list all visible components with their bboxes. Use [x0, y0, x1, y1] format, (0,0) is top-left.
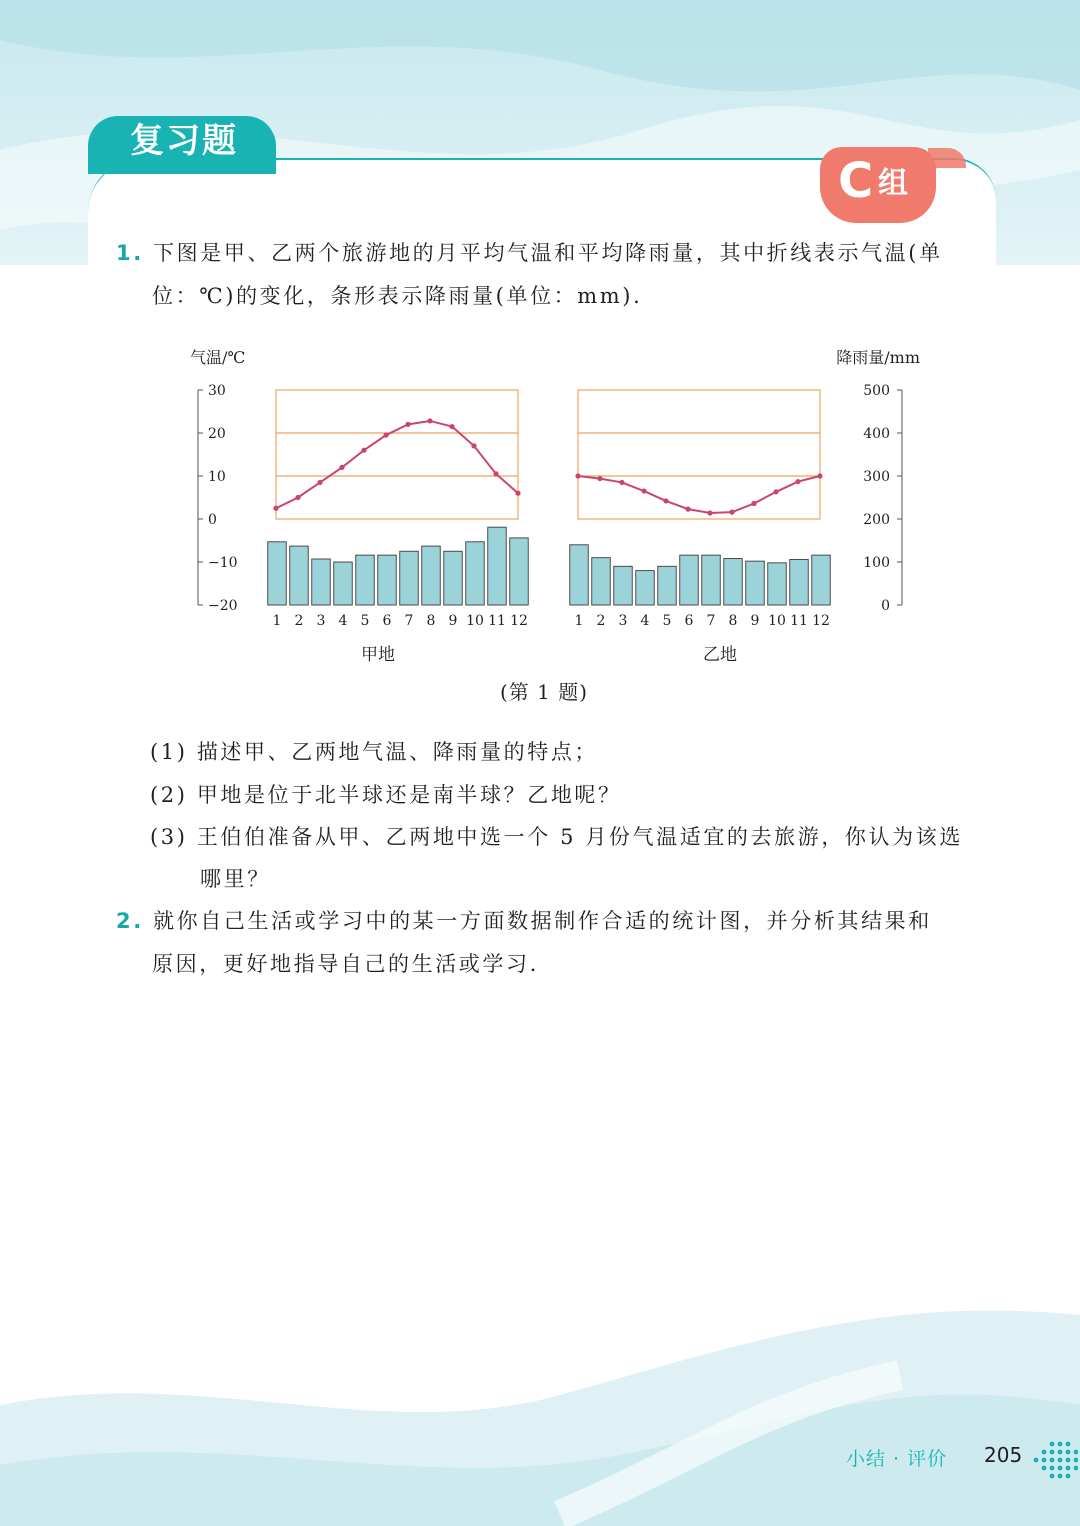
climate-chart: [180, 335, 920, 675]
month-label: 2: [294, 613, 304, 629]
temp-tick-label: −10: [208, 555, 238, 571]
month-label: 7: [706, 613, 716, 629]
rainfall-bar: [378, 555, 396, 605]
month-label: 8: [426, 613, 436, 629]
sub-question-2: (2) 甲地是位于北半球还是南半球？乙地呢？: [150, 783, 622, 807]
temperature-point: [295, 495, 300, 500]
month-label: 3: [316, 613, 326, 629]
section-title: 复习题: [88, 116, 276, 174]
temperature-point: [751, 501, 756, 506]
rainfall-bar: [746, 561, 764, 605]
question-1-line-2: 位：℃)的变化，条形表示降雨量(单位：mm).: [152, 284, 643, 308]
temperature-point: [317, 480, 322, 485]
left-axis-label: 气温/℃: [190, 348, 246, 367]
rain-tick-label: 300: [863, 469, 890, 485]
rain-tick-label: 100: [863, 555, 890, 571]
temperature-point: [405, 422, 410, 427]
panel-label-yi: 乙地: [703, 645, 737, 665]
question-2-line-1: [116, 906, 932, 936]
rainfall-bar: [614, 566, 632, 605]
question-2-text: 就你自己生活或学习中的某一方面数据制作合适的统计图，并分析其结果和: [153, 909, 932, 933]
temperature-line: [276, 421, 518, 508]
temperature-point: [685, 507, 690, 512]
panel-label-jia: 甲地: [361, 645, 395, 665]
month-label: 11: [790, 613, 808, 629]
group-word: 组: [878, 166, 908, 201]
temperature-point: [273, 506, 278, 511]
figure-caption: (第 1 题): [500, 680, 589, 704]
temperature-point: [471, 443, 476, 448]
rain-tick-label: 0: [881, 598, 890, 614]
temperature-point: [339, 465, 344, 470]
rainfall-bar: [466, 542, 484, 605]
rainfall-bar: [570, 545, 588, 605]
page-number: 205: [984, 1443, 1023, 1467]
month-label: 10: [466, 613, 484, 629]
temperature-point: [575, 473, 580, 478]
rainfall-bar: [334, 562, 352, 605]
dot-grid-icon: [1032, 1440, 1078, 1480]
rainfall-bar: [702, 555, 720, 605]
rainfall-bar: [356, 555, 374, 605]
question-2-number: 2.: [116, 909, 144, 933]
question-1-number: 1.: [116, 241, 144, 265]
group-letter: C: [838, 153, 874, 209]
sub-question-3-line-2: 哪里？: [200, 867, 271, 891]
rainfall-bar: [812, 555, 830, 605]
rain-tick-label: 200: [863, 512, 890, 528]
question-1-line-1: [116, 238, 943, 268]
temp-tick-label: −20: [208, 598, 238, 614]
temperature-point: [817, 473, 822, 478]
month-label: 5: [360, 613, 370, 629]
month-label: 6: [382, 613, 392, 629]
temperature-line: [578, 476, 820, 513]
rainfall-bar: [488, 527, 506, 605]
sub-question-3-line-1: (3) 王伯伯准备从甲、乙两地中选一个 5 月份气温适宜的去旅游，你认为该选: [150, 825, 963, 849]
temperature-point: [729, 510, 734, 515]
month-label: 1: [272, 613, 282, 629]
rain-tick-label: 500: [863, 383, 890, 399]
month-label: 4: [338, 613, 348, 629]
rainfall-bar: [400, 551, 418, 605]
temp-tick-label: 10: [208, 469, 226, 485]
rainfall-bar: [444, 551, 462, 605]
temperature-point: [663, 498, 668, 503]
temperature-point: [619, 480, 624, 485]
month-label: 6: [684, 613, 694, 629]
rainfall-bar: [680, 555, 698, 605]
month-label: 12: [510, 613, 528, 629]
month-label: 1: [574, 613, 584, 629]
month-label: 7: [404, 613, 414, 629]
temperature-point: [707, 510, 712, 515]
month-label: 9: [750, 613, 760, 629]
month-label: 8: [728, 613, 738, 629]
month-label: 10: [768, 613, 786, 629]
month-label: 2: [596, 613, 606, 629]
rain-tick-label: 400: [863, 426, 890, 442]
month-label: 11: [488, 613, 506, 629]
temperature-point: [493, 471, 498, 476]
temp-tick-label: 20: [208, 426, 226, 442]
temperature-point: [773, 489, 778, 494]
month-label: 4: [640, 613, 650, 629]
temperature-point: [427, 418, 432, 423]
month-label: 3: [618, 613, 628, 629]
rainfall-bar: [636, 571, 654, 605]
rainfall-bar: [510, 538, 528, 605]
temp-grid-frame: [578, 390, 820, 519]
temperature-point: [597, 476, 602, 481]
temperature-point: [361, 448, 366, 453]
temperature-point: [449, 424, 454, 429]
rainfall-bar: [724, 559, 742, 605]
temperature-point: [641, 488, 646, 493]
month-label: 9: [448, 613, 458, 629]
question-1-text: 下图是甲、乙两个旅游地的月平均气温和平均降雨量，其中折线表示气温(单: [153, 241, 943, 265]
footer-section-label: 小结 · 评价: [846, 1448, 948, 1470]
temp-tick-label: 0: [208, 512, 217, 528]
background-waves-bottom: [0, 1255, 1080, 1526]
temperature-point: [795, 479, 800, 484]
right-axis-label: 降雨量/mm: [836, 348, 920, 367]
temp-tick-label: 30: [208, 383, 226, 399]
rainfall-bar: [312, 559, 330, 605]
month-label: 5: [662, 613, 672, 629]
rainfall-bar: [658, 566, 676, 605]
rainfall-bar: [422, 546, 440, 605]
month-label: 12: [812, 613, 830, 629]
question-2-line-2: 原因，更好地指导自己的生活或学习.: [152, 952, 539, 976]
group-badge: [820, 147, 936, 223]
rainfall-bar: [790, 559, 808, 605]
sub-question-1: (1) 描述甲、乙两地气温、降雨量的特点；: [150, 740, 599, 764]
rainfall-bar: [268, 542, 286, 605]
temperature-point: [383, 433, 388, 438]
rainfall-bar: [290, 546, 308, 605]
content-panel: [88, 158, 996, 1260]
rainfall-bar: [768, 563, 786, 605]
temperature-point: [515, 491, 520, 496]
rainfall-bar: [592, 558, 610, 605]
